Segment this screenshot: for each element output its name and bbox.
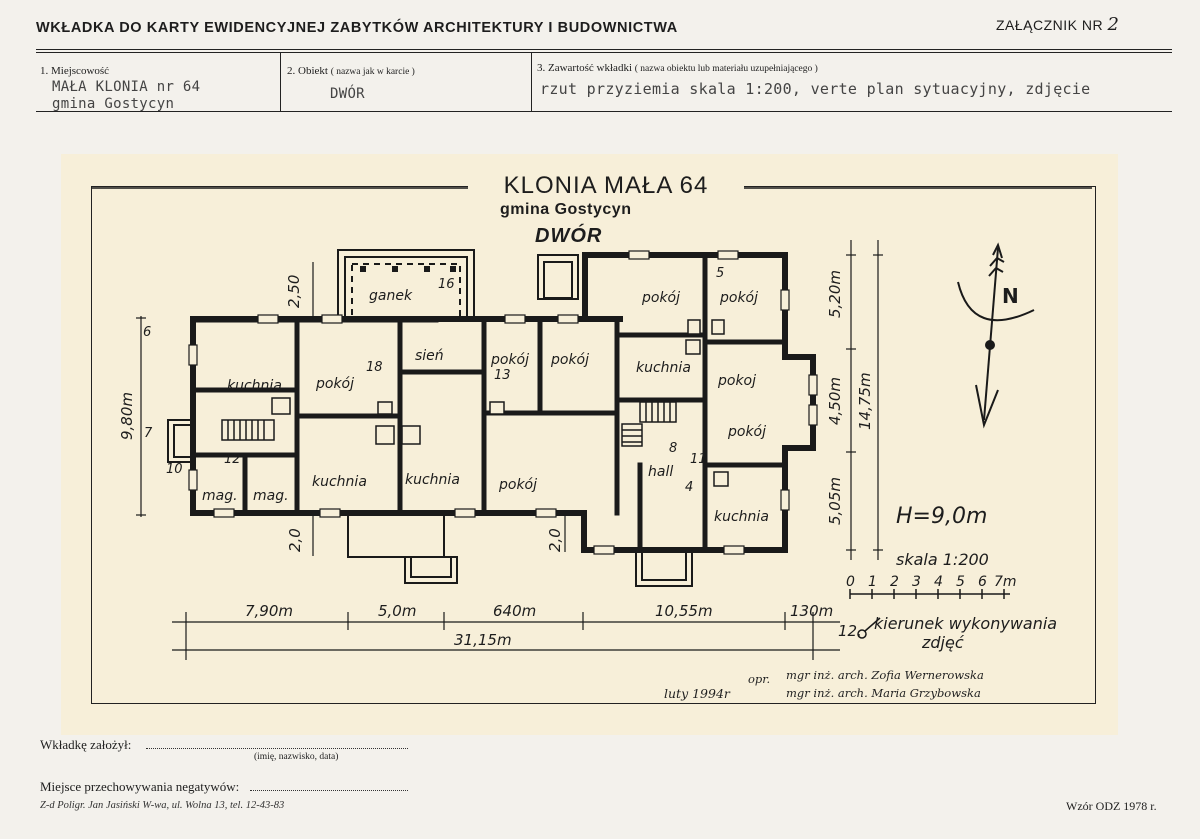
scale-tick-2: 2 xyxy=(890,574,899,590)
scale-tick-0: 0 xyxy=(846,574,855,590)
plan-opr: opr. xyxy=(748,672,771,686)
photo-point-12: 12 xyxy=(224,452,241,467)
dim-bottom-3: 640m xyxy=(493,602,537,620)
form-title: WKŁADKA DO KARTY EWIDENCYJNEJ ZABYTKÓW ARCHITEKTURY I BUDOWNICTWA xyxy=(36,20,678,36)
created-by-hint: (imię, nazwisko, data) xyxy=(254,752,339,762)
room-pokoj-2: pokój xyxy=(491,352,530,368)
negatives-storage-label: Miejsce przechowywania negatywów: xyxy=(40,779,240,794)
dim-south-left: 2,0 xyxy=(286,528,304,552)
field-place-label: 1. Miejscowość xyxy=(40,65,110,77)
photo-point-10: 10 xyxy=(166,462,183,477)
author-1: mgr inż. arch. Zofia Wernerowska xyxy=(786,668,984,682)
field-place-line2: gmina Gostycyn xyxy=(52,96,175,112)
photo-point-5: 5 xyxy=(716,266,725,281)
attachment-number: 2 xyxy=(1107,14,1120,35)
room-kuchnia-s1: kuchnia xyxy=(312,474,367,490)
author-2: mgr inż. arch. Maria Grzybowska xyxy=(786,686,981,700)
created-by-line[interactable] xyxy=(146,748,408,749)
field-object-value: DWÓR xyxy=(330,86,365,102)
dim-bottom-total: 31,15m xyxy=(454,631,512,649)
direction-text-2: zdjęć xyxy=(922,633,964,652)
dim-right-3: 5,05m xyxy=(826,476,844,525)
room-hall: hall xyxy=(648,464,674,480)
plan-date: luty 1994r xyxy=(664,686,730,701)
photo-point-13: 13 xyxy=(494,368,511,383)
scale-tick-6: 6 xyxy=(978,574,987,590)
photo-point-4: 4 xyxy=(685,480,694,495)
room-mag-2: mag. xyxy=(253,488,289,504)
plan-subtitle: gmina Gostycyn xyxy=(500,201,632,218)
attachment-label-text: ZAŁĄCZNIK NR xyxy=(996,17,1104,33)
photo-point-6: 6 xyxy=(143,325,152,340)
room-kuchnia-ne: kuchnia xyxy=(636,360,691,376)
printer-imprint: Z-d Poligr. Jan Jasiński W-wa, ul. Wolna 13, tel. 12-43-83 xyxy=(40,800,285,811)
dim-left-total: 9,80m xyxy=(118,391,136,440)
room-kuchnia-nw: kuchnia xyxy=(227,378,282,394)
room-pokoj-7: pokój xyxy=(728,424,767,440)
direction-text-1: kierunek wykonywania xyxy=(874,614,1058,633)
photo-point-7: 7 xyxy=(144,426,153,441)
plan-object: DWÓR xyxy=(535,225,603,247)
dim-south-mid: 2,0 xyxy=(546,528,564,552)
building-height: H=9,0m xyxy=(896,504,988,529)
room-pokoj-3: pokój xyxy=(551,352,590,368)
dim-right-2: 4,50m xyxy=(826,376,844,425)
room-pokoj-5: pokój xyxy=(720,290,759,306)
field-content-value: rzut przyziemia skala 1:200, verte plan sytuacyjny, zdjęcie xyxy=(540,80,1091,98)
dim-right-total: 14,75m xyxy=(856,372,874,430)
field-content-label-text: 3. Zawartość wkładki xyxy=(537,62,632,74)
plan-title: KLONIA MAŁA 64 xyxy=(468,172,744,200)
dim-right-1: 5,20m xyxy=(826,269,844,318)
scale-tick-5: 5 xyxy=(956,574,965,590)
dim-bottom-2: 5,0m xyxy=(378,602,417,620)
room-ganek: ganek xyxy=(369,288,413,304)
room-pokoj-6: pokoj xyxy=(718,373,757,389)
room-pokoj-1: pokój xyxy=(316,376,355,392)
field-object-label-text: 2. Obiekt xyxy=(287,65,328,77)
scale-tick-4: 4 xyxy=(934,574,943,590)
photo-point-8: 8 xyxy=(669,441,678,456)
dim-bottom-4: 10,55m xyxy=(655,602,713,620)
direction-legend xyxy=(874,614,1057,652)
field-object-sub: ( nazwa jak w karcie ) xyxy=(330,67,415,77)
room-kuchnia-se: kuchnia xyxy=(714,509,769,525)
room-mag-1: mag. xyxy=(202,488,238,504)
photo-point-11: 11 xyxy=(690,452,707,467)
room-pokoj-8: pokój xyxy=(499,477,538,493)
room-kuchnia-s2: kuchnia xyxy=(405,472,460,488)
photo-point-18: 18 xyxy=(366,360,383,375)
scale-tick-3: 3 xyxy=(912,574,921,590)
scale-tick-7: 7m xyxy=(994,574,1017,590)
scale-label: skala 1:200 xyxy=(896,550,989,569)
field-content-sub: ( nazwa obiektu lub materiału uzupełniającego ) xyxy=(634,64,818,74)
dim-bottom-1: 7,90m xyxy=(245,602,294,620)
dim-bottom-5: 130m xyxy=(790,602,834,620)
north-arrow-icon: N xyxy=(1002,284,1019,308)
field-place-line1: MAŁA KLONIA nr 64 xyxy=(52,79,201,95)
direction-number: 12. xyxy=(838,622,862,640)
room-pokoj-4: pokój xyxy=(642,290,681,306)
dim-porch-depth: 2,50 xyxy=(285,274,303,308)
room-sien: sień xyxy=(415,348,444,364)
scale-tick-1: 1 xyxy=(868,574,877,590)
negatives-storage-line[interactable] xyxy=(250,790,408,791)
photo-point-16: 16 xyxy=(438,277,455,292)
form-model: Wzór ODZ 1978 r. xyxy=(1066,799,1157,813)
created-by-label: Wkładkę założył: xyxy=(40,737,132,752)
